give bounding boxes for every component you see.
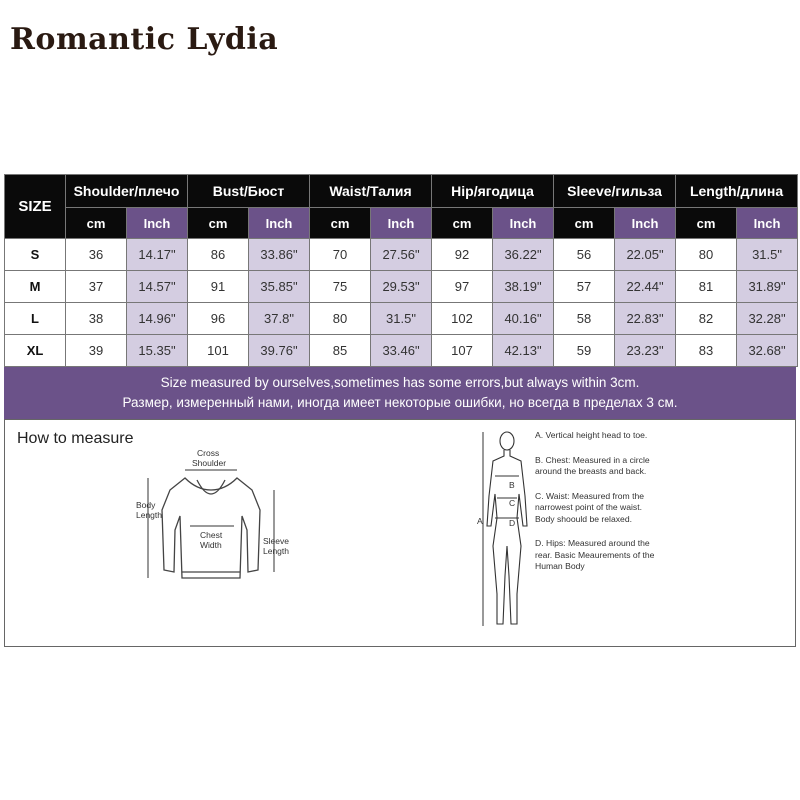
legend-item-b: B. Chest: Measured in a circle around the breasts and back.	[535, 454, 650, 476]
value-cell-cm: 80	[310, 303, 371, 335]
size-column-header: SIZE	[5, 175, 66, 239]
value-cell-inch: 22.05"	[615, 239, 676, 271]
cross-shoulder-label-2: Shoulder	[192, 458, 227, 468]
legend-item-d: D. Hips: Measured around the rear. Basic Meaurements of the Human Body	[535, 538, 655, 571]
size-cell: S	[5, 239, 66, 271]
value-cell-inch: 14.57"	[127, 271, 188, 303]
notice-line-russian: Размер, измеренный нами, иногда имеет некоторые ошибки, но всегда в пределах 3 см.	[122, 395, 678, 410]
value-cell-cm: 37	[66, 271, 127, 303]
group-header-hip: Hip/ягодица	[432, 175, 554, 208]
unit-header-cm: cm	[188, 208, 249, 239]
marker-b: B	[509, 480, 515, 490]
size-cell: XL	[5, 335, 66, 367]
value-cell-cm: 82	[676, 303, 737, 335]
value-cell-inch: 22.83"	[615, 303, 676, 335]
header-row-units	[5, 208, 798, 239]
marker-c: C	[509, 498, 516, 508]
value-cell-cm: 70	[310, 239, 371, 271]
value-cell-inch: 32.28"	[737, 303, 798, 335]
value-cell-inch: 29.53"	[371, 271, 432, 303]
how-to-measure-title: How to measure	[17, 430, 134, 447]
unit-header-inch: Inch	[737, 208, 798, 239]
unit-header-cm: cm	[432, 208, 493, 239]
sleeve-length-label-1: Sleeve	[263, 536, 289, 546]
value-cell-cm: 91	[188, 271, 249, 303]
value-cell-inch: 36.22"	[493, 239, 554, 271]
value-cell-inch: 27.56"	[371, 239, 432, 271]
value-cell-cm: 85	[310, 335, 371, 367]
size-cell: M	[5, 271, 66, 303]
brand-logo: Romantic Lydia	[10, 22, 279, 57]
unit-header-inch: Inch	[371, 208, 432, 239]
unit-header-inch: Inch	[493, 208, 554, 239]
value-cell-inch: 14.96"	[127, 303, 188, 335]
value-cell-inch: 31.5"	[737, 239, 798, 271]
chest-width-label-2: Width	[200, 540, 222, 550]
table-row	[5, 239, 798, 271]
sweater-outline	[162, 478, 260, 578]
value-cell-inch: 31.89"	[737, 271, 798, 303]
value-cell-inch: 31.5"	[371, 303, 432, 335]
unit-header-inch: Inch	[249, 208, 310, 239]
measurement-notice	[4, 367, 796, 419]
sweater-diagram	[130, 450, 300, 590]
value-cell-inch: 15.35"	[127, 335, 188, 367]
group-header-bust: Bust/Бюст	[188, 175, 310, 208]
sleeve-length-label-2: Length	[263, 546, 289, 556]
value-cell-cm: 36	[66, 239, 127, 271]
unit-header-cm: cm	[554, 208, 615, 239]
marker-a: A	[477, 516, 483, 526]
value-cell-inch: 33.46"	[371, 335, 432, 367]
value-cell-cm: 107	[432, 335, 493, 367]
group-header-waist: Waist/Талия	[310, 175, 432, 208]
cross-shoulder-label-1: Cross	[197, 450, 220, 458]
value-cell-cm: 102	[432, 303, 493, 335]
group-header-length: Length/длина	[676, 175, 798, 208]
value-cell-inch: 42.13"	[493, 335, 554, 367]
legend-item-c: C. Waist: Measured from the narrowest point of the waist. Body shoould be relaxed.	[535, 490, 645, 524]
value-cell-inch: 38.19"	[493, 271, 554, 303]
value-cell-cm: 86	[188, 239, 249, 271]
value-cell-inch: 33.86"	[249, 239, 310, 271]
how-to-measure-panel	[4, 419, 796, 647]
group-header-sleeve: Sleeve/гильза	[554, 175, 676, 208]
head-shape	[500, 432, 514, 450]
size-chart-table	[4, 174, 798, 367]
value-cell-cm: 97	[432, 271, 493, 303]
body-diagram	[475, 426, 535, 646]
body-length-label-1: Body	[136, 500, 156, 510]
chest-width-label-1: Chest	[200, 530, 223, 540]
value-cell-cm: 92	[432, 239, 493, 271]
value-cell-inch: 14.17"	[127, 239, 188, 271]
value-cell-cm: 39	[66, 335, 127, 367]
group-header-shoulder: Shoulder/плечо	[66, 175, 188, 208]
value-cell-inch: 22.44"	[615, 271, 676, 303]
sweater-neckline	[197, 480, 225, 494]
table-row	[5, 303, 798, 335]
value-cell-cm: 59	[554, 335, 615, 367]
value-cell-inch: 23.23"	[615, 335, 676, 367]
legend-item-a: A. Vertical height head to toe.	[535, 430, 648, 440]
value-cell-inch: 35.85"	[249, 271, 310, 303]
body-measure-legend	[535, 430, 655, 586]
notice-line-english: Size measured by ourselves,sometimes has some errors,but always within 3cm.	[160, 375, 640, 390]
header-row-groups	[5, 175, 798, 208]
unit-header-inch: Inch	[615, 208, 676, 239]
body-length-label-2: Length	[136, 510, 162, 520]
value-cell-cm: 96	[188, 303, 249, 335]
value-cell-cm: 80	[676, 239, 737, 271]
value-cell-cm: 56	[554, 239, 615, 271]
value-cell-inch: 32.68"	[737, 335, 798, 367]
value-cell-inch: 39.76"	[249, 335, 310, 367]
unit-header-cm: cm	[66, 208, 127, 239]
marker-d: D	[509, 518, 516, 528]
value-cell-cm: 83	[676, 335, 737, 367]
table-row	[5, 271, 798, 303]
size-cell: L	[5, 303, 66, 335]
value-cell-cm: 81	[676, 271, 737, 303]
table-row	[5, 335, 798, 367]
unit-header-cm: cm	[310, 208, 371, 239]
value-cell-cm: 101	[188, 335, 249, 367]
value-cell-cm: 57	[554, 271, 615, 303]
value-cell-inch: 37.8"	[249, 303, 310, 335]
unit-header-inch: Inch	[127, 208, 188, 239]
unit-header-cm: cm	[676, 208, 737, 239]
value-cell-inch: 40.16"	[493, 303, 554, 335]
value-cell-cm: 75	[310, 271, 371, 303]
value-cell-cm: 58	[554, 303, 615, 335]
value-cell-cm: 38	[66, 303, 127, 335]
